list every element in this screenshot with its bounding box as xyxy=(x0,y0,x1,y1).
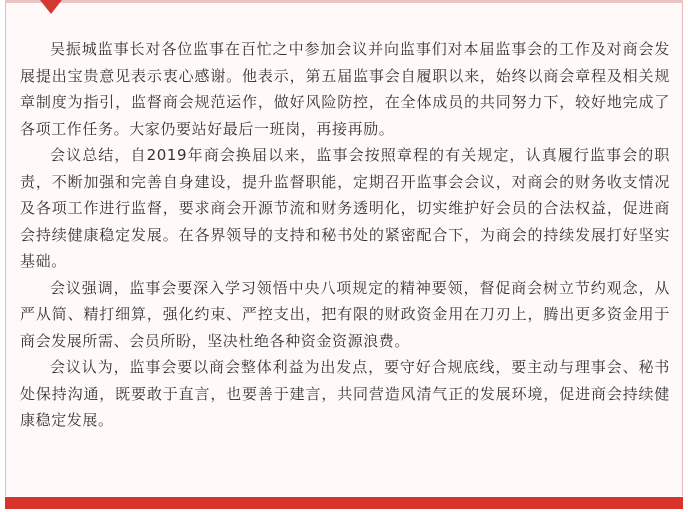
paragraph-1: 吴振城监事长对各位监事在百忙之中参加会议并向监事们对本届监事会的工作及对商会发展提出宝贵意见表示衷心感谢。他表示，第五届监事会自履职以来，始终以商会章程及相关规章制度为指引，监督商会规范运作，做好风险防控，在全体成员的共同努力下，较好地完成了各项工作任务。大家仍要站好最后一班岗，再接再励。 xyxy=(20,40,670,138)
paragraph-2: 会议总结，自2019年商会换届以来，监事会按照章程的有关规定，认真履行监事会的职责，不断加强和完善自身建设，提升监督职能，定期召开监事会会议，对商会的财务收支情况及各项工作进行监督，要求商会开源节流和财务透明化，切实维护好会员的合法权益，促进商会持续健康稳定发展。在各界领导的支持和秘书处的紧密配合下，为商会的持续发展打好坚实基础。 xyxy=(20,146,670,270)
top-rule xyxy=(5,0,683,3)
paragraph-4: 会议认为，监事会要以商会整体利益为出发点，要守好合规底线，要主动与理事会、秘书处保持沟通，既要敢于直言，也要善于建言，共同营造风清气正的发展环境，促进商会持续健康稳定发展。 xyxy=(20,358,670,429)
bottom-accent-bar xyxy=(5,497,683,509)
article-body xyxy=(20,36,670,434)
triangle-marker-icon xyxy=(40,0,62,14)
paragraph-3: 会议强调，监事会要深入学习领悟中央八项规定的精神要领，督促商会树立节约观念，从严从简、精打细算，强化约束、严控支出，把有限的财政资金用在刀刃上，腾出更多资金用于商会发展所需、会员所盼，坚决杜绝各种资金资源浪费。 xyxy=(20,278,670,350)
